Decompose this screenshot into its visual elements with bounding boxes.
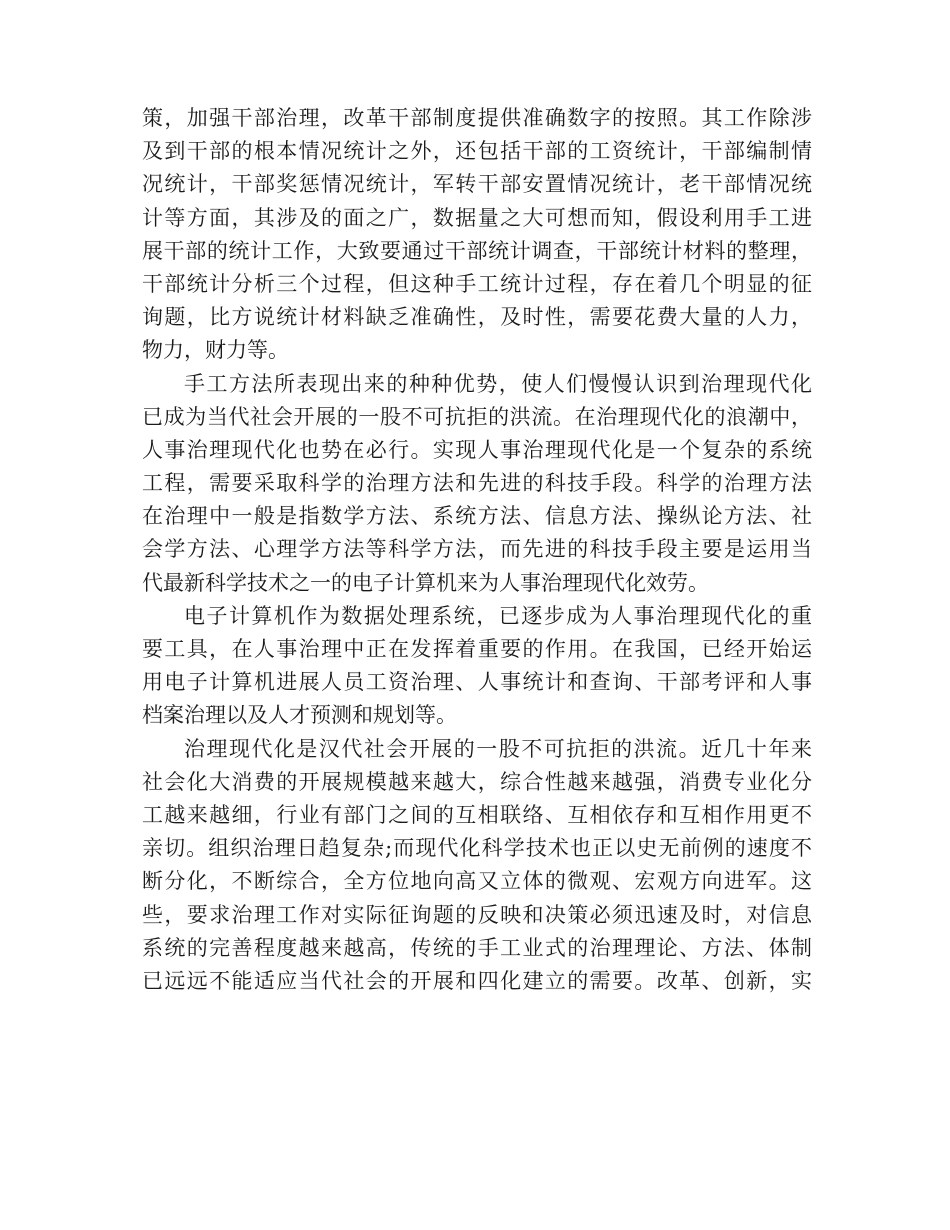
paragraph-3: [142, 600, 812, 733]
paragraph-2: [142, 368, 812, 600]
text-line: 手工方法所表现出来的种种优势，使人们慢慢认识到治理现代化: [184, 371, 812, 396]
text-line: 会学方法、心理学方法等科学方法，而先进的科技手段主要是运用当: [142, 537, 812, 562]
text-line: 工越来越细，行业有部门之间的互相联络、互相依存和互相作用更不: [142, 802, 812, 827]
text-line: 已远远不能适应当代社会的开展和四化建立的需要。改革、创新，实: [142, 968, 812, 993]
text-line: 已成为当代社会开展的一股不可抗拒的洪流。在治理现代化的浪潮中，: [142, 404, 812, 429]
body-text: [142, 102, 812, 998]
text-line: 及到干部的根本情况统计之外，还包括干部的工资统计，干部编制情: [142, 139, 812, 164]
text-line: 在治理中一般是指数学方法、系统方法、信息方法、操纵论方法、社: [142, 504, 812, 529]
text-line: 策，加强干部治理，改革干部制度提供准确数字的按照。其工作除涉: [142, 106, 812, 130]
text-line: 档案治理以及人才预测和规划等。: [142, 703, 457, 728]
text-line: 些，要求治理工作对实际征询题的反映和决策必须迅速及时，对信息: [142, 902, 812, 927]
paragraph-1: [142, 102, 812, 368]
text-line: 社会化大消费的开展规模越来越大，综合性越来越强，消费专业化分: [142, 769, 812, 794]
text-line: 治理现代化是汉代社会开展的一股不可抗拒的洪流。近几十年来: [184, 736, 812, 761]
text-line: 断分化，不断综合，全方位地向高又立体的微观、宏观方向进军。这: [142, 869, 812, 894]
text-line: 用电子计算机进展人员工资治理、人事统计和查询、干部考评和人事: [142, 670, 812, 695]
text-line: 干部统计分析三个过程，但这种手工统计过程，存在着几个明显的征: [142, 271, 812, 296]
text-line: 工程，需要采取科学的治理方法和先进的科技手段。科学的治理方法: [142, 471, 812, 496]
text-line: 电子计算机作为数据处理系统，已逐步成为人事治理现代化的重: [184, 603, 812, 628]
text-line: 况统计，干部奖惩情况统计，军转干部安置情况统计，老干部情况统: [142, 172, 812, 197]
text-line: 计等方面，其涉及的面之广，数据量之大可想而知，假设利用手工进: [142, 205, 812, 230]
paragraph-4: [142, 733, 812, 999]
text-line: 展干部的统计工作，大致要通过干部统计调查，干部统计材料的整理，: [142, 238, 812, 263]
text-line: 亲切。组织治理日趋复杂;而现代化科学技术也正以史无前例的速度不: [142, 836, 812, 861]
text-line: 要工具，在人事治理中正在发挥着重要的作用。在我国，已经开始运: [142, 637, 812, 661]
text-line: 系统的完善程度越来越高，传统的手工业式的治理理论、方法、体制: [142, 935, 812, 960]
text-line: 代最新科学技术之一的电子计算机来为人事治理现代化效劳。: [142, 570, 709, 595]
text-line: 人事治理现代化也势在必行。实现人事治理现代化是一个复杂的系统: [142, 437, 812, 462]
text-line: 物力，财力等。: [142, 338, 289, 363]
text-line: 询题，比方说统计材料缺乏准确性，及时性，需要花费大量的人力，: [142, 305, 812, 330]
